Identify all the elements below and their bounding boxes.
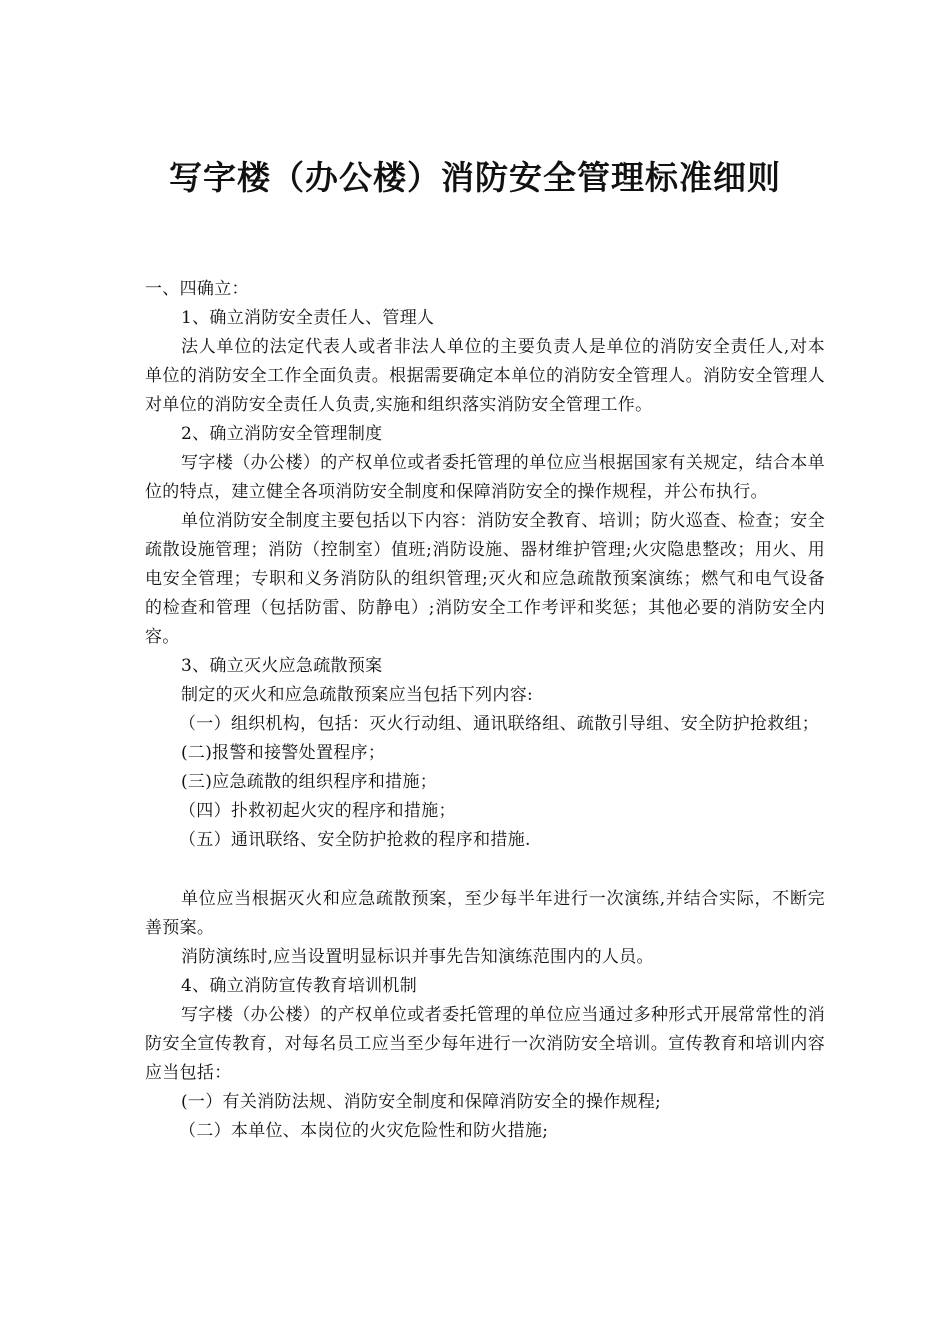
list-item: （五）通讯联络、安全防护抢救的程序和措施.: [179, 830, 531, 850]
list-item: (二)报警和接警处置程序；: [181, 743, 386, 763]
list-item: （四）扑救初起火灾的程序和措施；: [179, 801, 456, 821]
paragraph: 写字楼（办公楼）的产权单位或者委托管理的单位应当根据国家有关规定，结合本单位的特点，建立健全各项消防安全制度和保障消防安全的操作规程，并公布执行。: [145, 453, 825, 502]
paragraph: 法人单位的法定代表人或者非法人单位的主要负责人是单位的消防安全责任人,对本单位的消防安全工作全面负责。根据需要确定本单位的消防安全管理人。消防安全管理人对单位的消防安全责任人负责,实施和组织落实消防安全管理工作。: [145, 337, 825, 415]
subsection-heading: 4、确立消防宣传教育培训机制: [181, 976, 418, 996]
paragraph: 单位应当根据灭火和应急疏散预案，至少每半年进行一次演练,并结合实际，不断完善预案。: [145, 889, 825, 938]
list-item: (一）有关消防法规、消防安全制度和保障消防安全的操作规程;: [181, 1092, 662, 1112]
section-heading: 一、四确立：: [145, 279, 249, 299]
document-title: 写字楼（办公楼）消防安全管理标准细则: [169, 158, 781, 197]
paragraph: 写字楼（办公楼）的产权单位或者委托管理的单位应当通过多种形式开展常常性的消防安全宣传教育，对每名员工应当至少每年进行一次消防安全培训。宣传教育和培训内容应当包括：: [145, 1005, 825, 1083]
document-body: [145, 275, 825, 1146]
subsection-heading: 2、确立消防安全管理制度: [181, 424, 383, 444]
blank-line: [145, 855, 825, 885]
paragraph: 制定的灭火和应急疏散预案应当包括下列内容:: [181, 685, 534, 705]
paragraph: 消防演练时,应当设置明显标识并事先告知演练范围内的人员。: [181, 947, 654, 967]
subsection-heading: 3、确立灭火应急疏散预案: [181, 656, 383, 676]
paragraph: 单位消防安全制度主要包括以下内容：消防安全教育、培训；防火巡查、检查；安全疏散设施管理；消防（控制室）值班;消防设施、器材维护管理;火灾隐患整改；用火、用电安全管理；专职和义务消防队的组织管理;灭火和应急疏散预案演练；燃气和电气设备的检查和管理（包括防雷、防静电）;消防安全工作考评和奖惩；其他必要的消防安全内容。: [145, 511, 825, 647]
list-item: (三)应急疏散的组织程序和措施；: [181, 772, 438, 792]
subsection-heading: 1、确立消防安全责任人、管理人: [181, 308, 435, 328]
list-item: （一）组织机构，包括：灭火行动组、通讯联络组、疏散引导组、安全防护抢救组；: [179, 714, 820, 734]
list-item: （二）本单位、本岗位的火灾危险性和防火措施;: [179, 1121, 549, 1141]
